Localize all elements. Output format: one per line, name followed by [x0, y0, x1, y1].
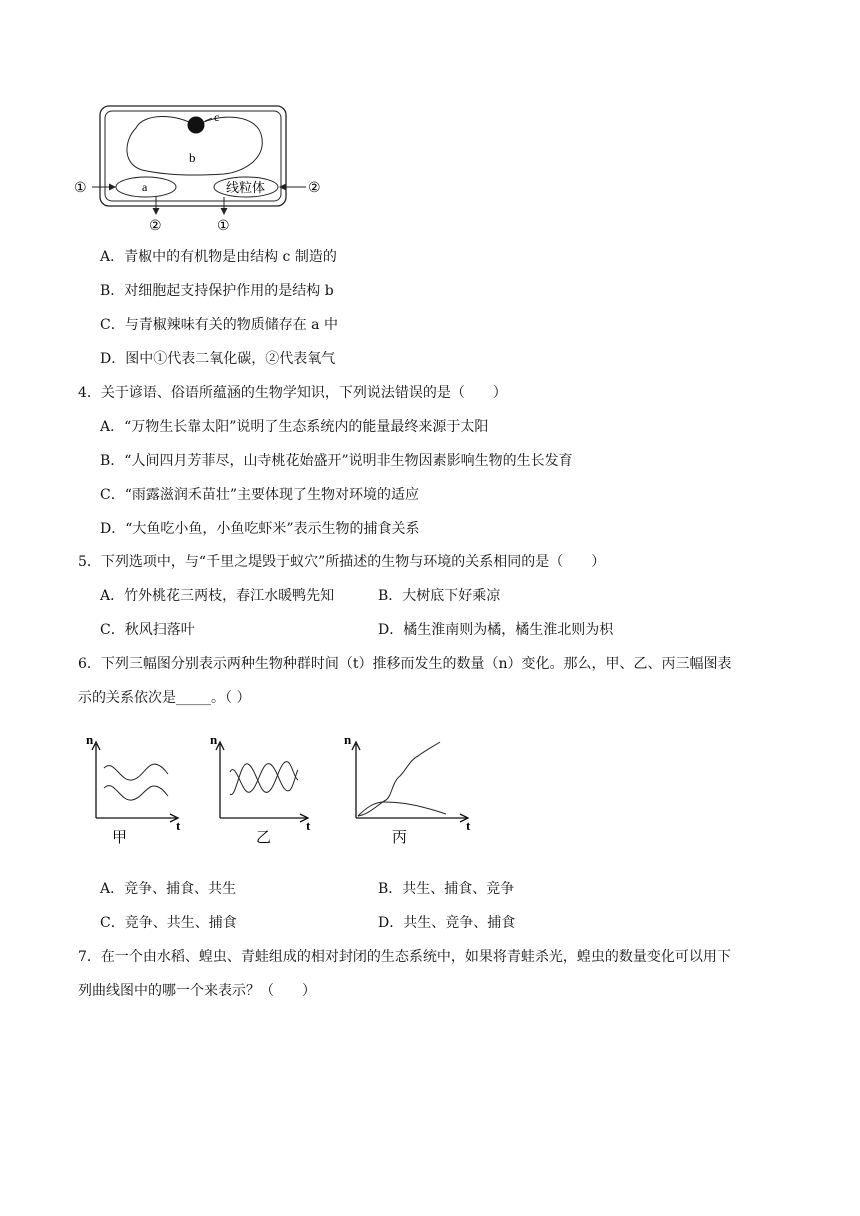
arrow-a-out-label: ②: [149, 219, 162, 234]
graph-jia-curve-lower: [104, 786, 168, 801]
q5-option-d: D．橘生淮南则为橘，橘生淮北则为枳: [378, 622, 614, 638]
graph-bing-curve-declining: [358, 802, 446, 816]
graph-yi-x-label: t: [306, 818, 311, 833]
q3-option-a: A．青椒中的有机物是由结构 c 制造的: [100, 249, 337, 265]
graph-bing-x-label: t: [466, 818, 471, 833]
q6-option-c: C．竞争、共生、捕食: [100, 915, 237, 931]
q6-option-d: D．共生、竞争、捕食: [378, 915, 516, 931]
q5-option-c: C．秋风扫落叶: [100, 622, 195, 638]
q7-stem-line2: 列曲线图中的哪一个来表示？（ ）: [78, 983, 316, 999]
q5-stem: 5．下列选项中，与“千里之堤毁于蚁穴”所描述的生物与环境的关系相同的是（ ）: [78, 554, 606, 570]
graph-bing-y-label: n: [344, 732, 352, 747]
q3-option-d: D．图中①代表二氧化碳，②代表氧气: [100, 351, 336, 367]
graph-yi-y-label: n: [210, 732, 218, 747]
label-c: c: [214, 110, 220, 124]
q3-option-b: B．对细胞起支持保护作用的是结构 b: [100, 283, 334, 299]
q4-option-c: C．“雨露滋润禾苗壮”主要体现了生物对环境的适应: [100, 487, 420, 503]
graph-yi-caption: 乙: [256, 828, 272, 846]
graph-bing-caption: 丙: [392, 828, 408, 846]
label-mitochondria: 线粒体: [226, 181, 266, 196]
nucleus-c: [188, 117, 205, 134]
q4-option-b: B．“人间四月芳菲尽，山寺桃花始盛开”说明非生物因素影响生物的生长发育: [100, 453, 573, 469]
q4-option-a: A．“万物生长靠太阳”说明了生态系统内的能量最终来源于太阳: [100, 419, 489, 435]
q6-stem-line2: 示的关系依次是_____。（ ）: [78, 690, 251, 706]
q4-stem: 4．关于谚语、俗语所蕴涵的生物学知识，下列说法错误的是（ ）: [78, 385, 507, 401]
graph-yi-curve-1: [230, 764, 298, 793]
q3-option-c: C．与青椒辣味有关的物质储存在 a 中: [100, 317, 338, 333]
q6-stem-line1: 6．下列三幅图分别表示两种生物种群时间（t）推移而发生的数量（n）变化。那么，甲、乙、丙三幅图表: [78, 656, 732, 672]
q7-stem-line1: 7．在一个由水稻、蝗虫、青蛙组成的相对封闭的生态系统中，如果将青蛙杀光，蝗虫的数量变化可以用下: [78, 949, 731, 965]
q5-option-a: A．竹外桃花三两枝，春江水暖鸭先知: [100, 588, 335, 604]
arrow-mito-out-label: ①: [217, 219, 230, 234]
q4-option-d: D．“大鱼吃小鱼，小鱼吃虾米”表示生物的捕食关系: [100, 521, 420, 537]
graph-bing-curve-rising: [358, 742, 440, 816]
label-b: b: [189, 150, 196, 165]
arrow-left-label: ①: [74, 181, 87, 196]
graph-jia: [82, 730, 192, 848]
q6-option-b: B．共生、捕食、竞争: [378, 881, 515, 897]
graph-bing: [340, 730, 480, 848]
graph-jia-y-label: n: [86, 732, 94, 747]
arrow-right-label: ②: [308, 181, 321, 196]
graph-jia-caption: 甲: [112, 828, 128, 846]
q6-option-a: A．竞争、捕食、共生: [100, 881, 237, 897]
graph-yi: [206, 730, 326, 848]
graph-jia-curve-upper: [104, 764, 168, 780]
graph-jia-x-label: t: [176, 818, 181, 833]
q5-option-b: B．大树底下好乘凉: [378, 588, 501, 604]
label-a: a: [142, 180, 148, 194]
cell-diagram: [74, 100, 334, 235]
